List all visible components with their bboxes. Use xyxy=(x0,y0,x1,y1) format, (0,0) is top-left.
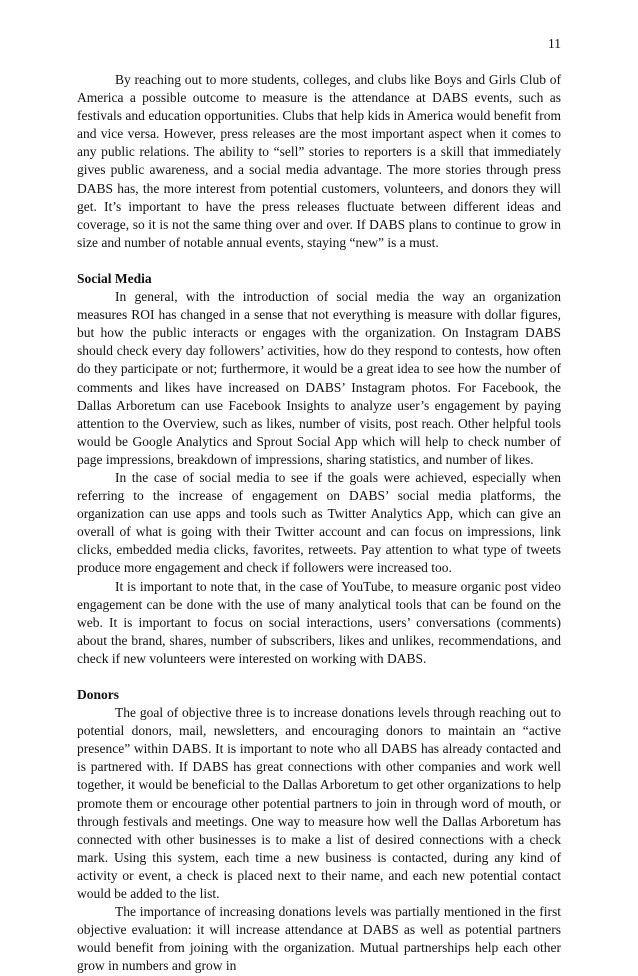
section-heading-social-media: Social Media xyxy=(77,270,152,286)
page-number: 11 xyxy=(548,36,561,51)
donors-paragraph-1: The goal of objective three is to increase donations levels through reaching out to potential donors, mail, newsletters, and encouraging donors to maintain an “active presence” within DABS. It is important to note who all DABS has already contacted and is partnered with. If DABS has great connections with other companies and work well together, it would be beneficial to the Dallas Arboretum to get other organizations to help promote them or encourage other potential partners to join in through word of mouth, or through festivals and meetings. One way to measure how well the Dallas Arboretum has connected with other businesses is to make a list of desired connections with a check mark. Using this system, each time a new business is contacted, during any kind of activity or event, a check is placed next to their name, and each new potential contact would be added to the list. xyxy=(77,705,561,902)
intro-paragraph: By reaching out to more students, colleges, and clubs like Boys and Girls Club of America a possible outcome to measure is the attendance at DABS events, such as festivals and education opportunities. Clubs that help kids in America would benefit from and vice versa. However, press releases are the most important aspect when it comes to any public relations. The ability to “sell” stories to reporters is a skill that immediately gives public awareness, and a social media advantage. The more stories through press DABS has, the more interest from potential customers, volunteers, and donors they will get. It’s important to have the press releases fluctuate between different ideas and coverage, so it is not the same thing over and over. If DABS plans to continue to grow in size and number of notable annual events, staying “new” is a must. xyxy=(77,72,561,250)
social-media-paragraph-2: In the case of social media to see if the goals were achieved, especially when referring to the increase of engagement on DABS’ social media platforms, the organization can use apps and tools such as Twitter Analytics App, which can give an overall of what is going with their Twitter account and can focus on impressions, link clicks, embedded media clicks, favorites, retweets. Pay attention to what type of tweets produce more engagement and check if followers were increased too. xyxy=(77,469,561,576)
donors-paragraph-2: The importance of increasing donations levels was partially mentioned in the first objective evaluation: it will increase attendance at DABS as well as potential partners would benefit from joining with the organization. Mutual partnerships help each other grow in numbers and grow in xyxy=(77,904,561,974)
social-media-paragraph-3: It is important to note that, in the case of YouTube, to measure organic post video engagement can be done with the use of many analytical tools that can be found on the web. It is important to focus on social interactions, users’ conversations (comments) about the brand, shares, number of subscribers, likes and unlikes, recommendations, and check if new volunteers were interested on working with DABS. xyxy=(77,578,561,666)
social-media-paragraph-1: In general, with the introduction of social media the way an organization measures ROI has changed in a sense that not everything is measure with dollar figures, but how the public interacts or engages with the organization. On Instagram DABS should check every day followers’ activities, how do they respond to contests, how often do they participate or not; furthermore, it would be a great idea to see how the number of comments and likes have increased on DABS’ Instagram photos. For Facebook, the Dallas Arboretum can use Facebook Insights to analyze user’s engagement by paying attention to the Overview, such as likes, number of visits, post reach. Other helpful tools would be Google Analytics and Sprout Social App which will help to check number of page impressions, breakdown of impressions, sharing statistics, and number of likes. xyxy=(77,289,561,467)
section-heading-donors: Donors xyxy=(77,687,120,702)
document-body xyxy=(77,71,561,976)
